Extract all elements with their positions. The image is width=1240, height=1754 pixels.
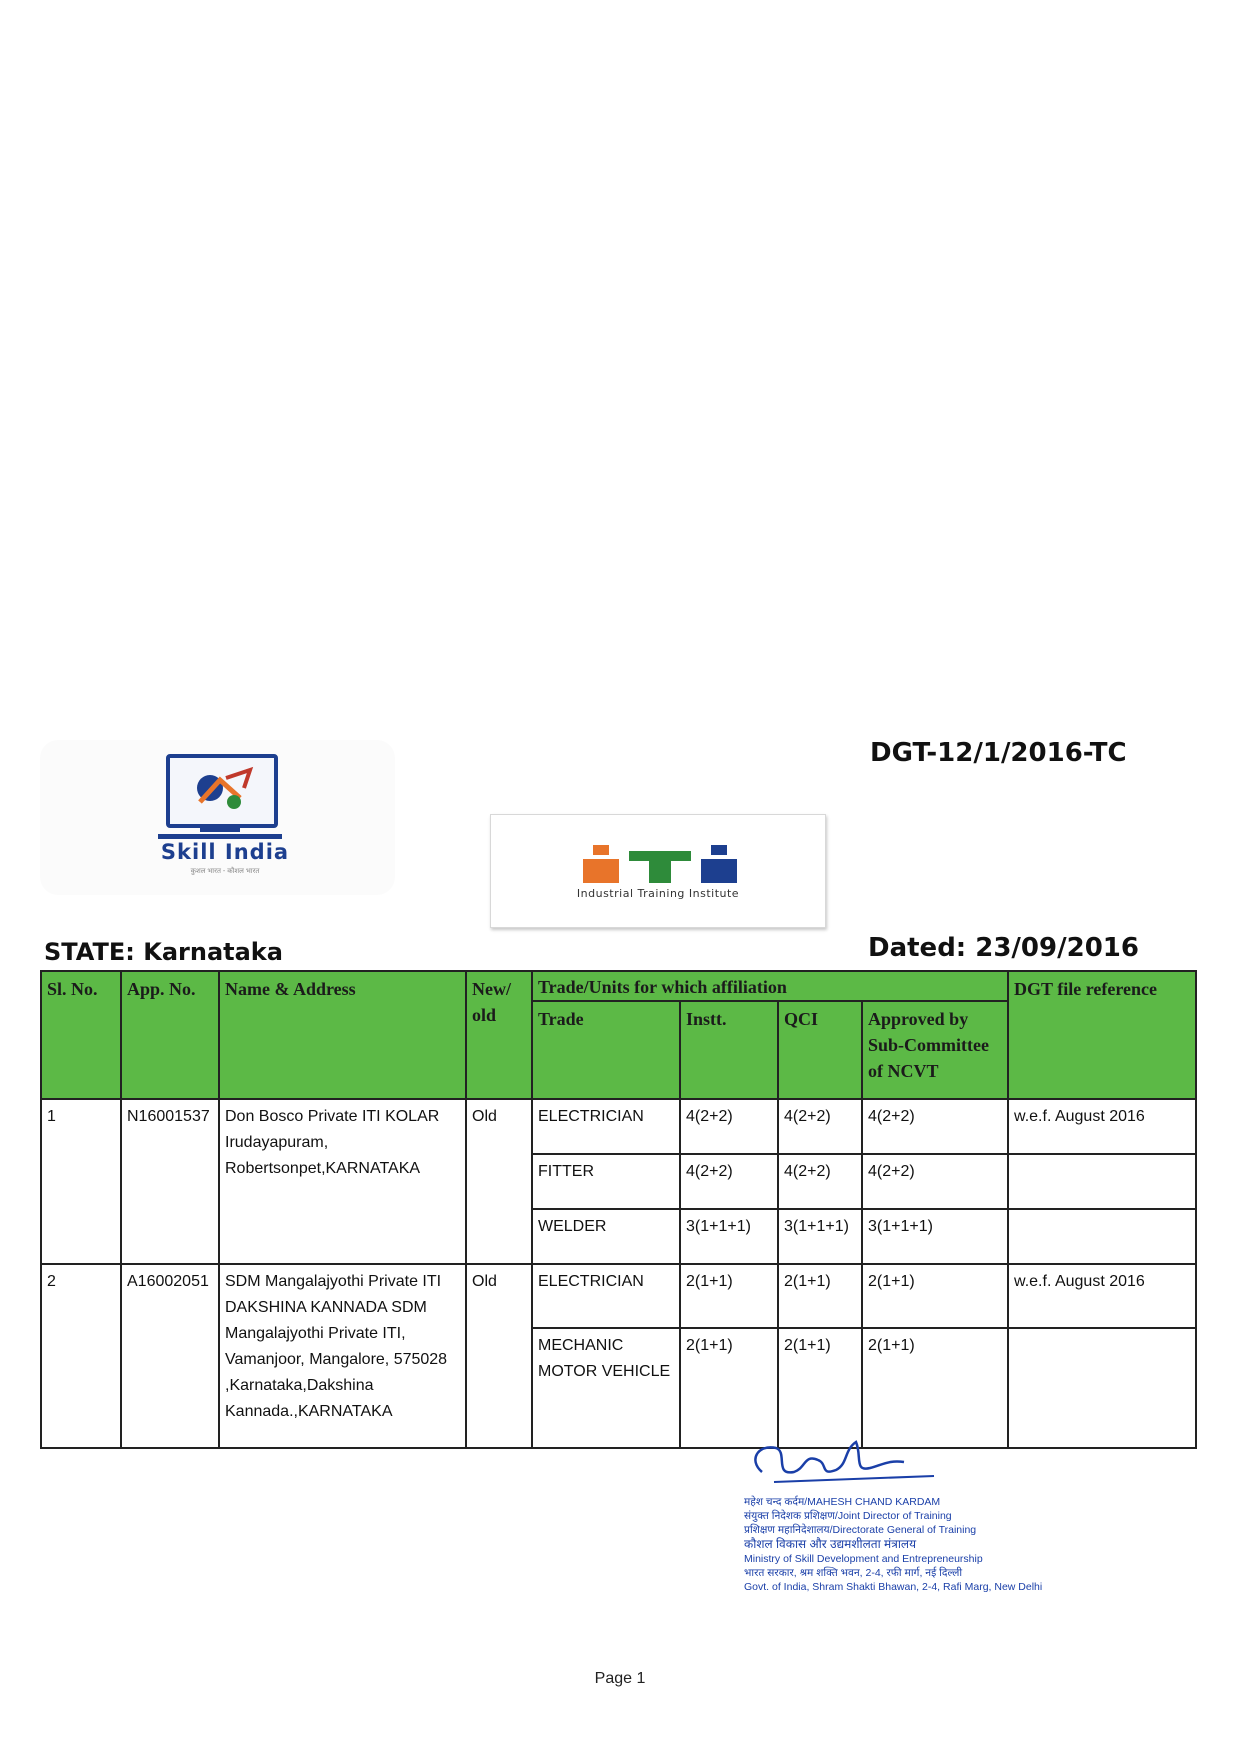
signatory-name: महेश चन्द कर्दम/MAHESH CHAND KARDAM — [744, 1496, 941, 1508]
approved-cell: 4(2+2) — [862, 1154, 1008, 1209]
page-number: Page 1 — [594, 1670, 646, 1687]
instt-cell: 4(2+2) — [680, 1099, 778, 1154]
app-no-cell: N16001537 — [121, 1099, 219, 1264]
name-address-cell: Don Bosco Private ITI KOLAR Irudayapuram, Robertsonpet,KARNATAKA — [219, 1099, 466, 1264]
signatory-directorate: प्रशिक्षण महानिदेशालय/Directorate General of Training — [744, 1524, 977, 1536]
qci-cell: 3(1+1+1) — [778, 1209, 862, 1264]
table-row — [41, 1264, 1196, 1328]
state-heading: STATE: Karnataka — [44, 938, 283, 966]
approved-cell: 3(1+1+1) — [862, 1209, 1008, 1264]
trade-cell: WELDER — [532, 1209, 680, 1264]
trade-cell: ELECTRICIAN — [532, 1264, 680, 1328]
qci-cell: 4(2+2) — [778, 1154, 862, 1209]
approved-cell: 4(2+2) — [862, 1099, 1008, 1154]
signatory-designation: संयुक्त निदेशक प्रशिक्षण/Joint Director of Training — [744, 1510, 952, 1522]
iti-mark-icon — [583, 845, 737, 883]
address: Govt. of India, Shram Shakti Bhawan, 2-4, Rafi Marg, New Delhi — [744, 1581, 1043, 1593]
dgt-reference-cell: w.e.f. August 2016 — [1008, 1099, 1196, 1154]
qci-cell: 4(2+2) — [778, 1099, 862, 1154]
dgt-reference-cell — [1008, 1154, 1196, 1209]
dgt-reference-cell — [1008, 1209, 1196, 1264]
skill-india-wordmark: Skill India — [160, 840, 290, 864]
address-hindi: भारत सरकार, श्रम शक्ति भवन, 2-4, रफी मार्ग, नई दिल्ली — [744, 1567, 963, 1579]
computer-monitor-icon — [166, 754, 278, 828]
skill-india-logo — [40, 740, 395, 895]
ministry-hindi: कौशल विकास और उद्यमशीलता मंत्रालय — [744, 1537, 917, 1551]
dgt-reference-cell: w.e.f. August 2016 — [1008, 1264, 1196, 1328]
instt-cell: 2(1+1) — [680, 1264, 778, 1328]
skill-india-tagline: कुशल भारत - कौशल भारत — [190, 868, 260, 875]
iti-caption: Industrial Training Institute — [576, 887, 740, 900]
ministry-name: Ministry of Skill Development and Entrepreneurship — [744, 1553, 983, 1565]
instt-cell: 2(1+1) — [680, 1328, 778, 1448]
trade-cell: FITTER — [532, 1154, 680, 1209]
instt-cell: 3(1+1+1) — [680, 1209, 778, 1264]
header-instt: Instt. — [680, 1001, 778, 1099]
instt-cell: 4(2+2) — [680, 1154, 778, 1209]
header-approved: Approved by Sub-Committee of NCVT — [862, 1001, 1008, 1099]
header-name-address: Name & Address — [219, 971, 466, 1099]
header-sl-no: Sl. No. — [41, 971, 121, 1099]
approved-cell: 2(1+1) — [862, 1264, 1008, 1328]
sl-no-cell: 1 — [41, 1099, 121, 1264]
new-old-cell: Old — [466, 1099, 532, 1264]
trade-cell: ELECTRICIAN — [532, 1099, 680, 1154]
header-qci: QCI — [778, 1001, 862, 1099]
header-trade: Trade — [532, 1001, 680, 1099]
dgt-reference-cell — [1008, 1328, 1196, 1448]
header-dgt-reference: DGT file reference — [1008, 971, 1196, 1099]
header-new-old: New/ old — [466, 971, 532, 1099]
trade-cell: MECHANIC MOTOR VEHICLE — [532, 1328, 680, 1448]
table-row — [41, 1099, 1196, 1154]
app-no-cell: A16002051 — [121, 1264, 219, 1448]
qci-cell: 2(1+1) — [778, 1328, 862, 1448]
affiliation-table — [40, 970, 1197, 1449]
iti-logo — [490, 814, 826, 928]
reference-number: DGT-12/1/2016-TC — [870, 738, 1127, 768]
header-affiliation-group: Trade/Units for which affiliation — [532, 971, 1008, 1001]
qci-cell: 2(1+1) — [778, 1264, 862, 1328]
new-old-cell: Old — [466, 1264, 532, 1448]
handwritten-signature — [744, 1432, 944, 1490]
monitor-stand — [200, 826, 240, 832]
approved-cell: 2(1+1) — [862, 1328, 1008, 1448]
sl-no-cell: 2 — [41, 1264, 121, 1448]
monitor-base — [158, 834, 282, 839]
header-app-no: App. No. — [121, 971, 219, 1099]
name-address-cell: SDM Mangalajyothi Private ITI DAKSHINA KANNADA SDM Mangalajyothi Private ITI, Vamanjoor, Mangalore, 575028 ,Karnataka,Dakshina Kannada.,KARNATAKA — [219, 1264, 466, 1448]
signature-stamp — [744, 1432, 1043, 1612]
dated-heading: Dated: 23/09/2016 — [868, 933, 1139, 963]
